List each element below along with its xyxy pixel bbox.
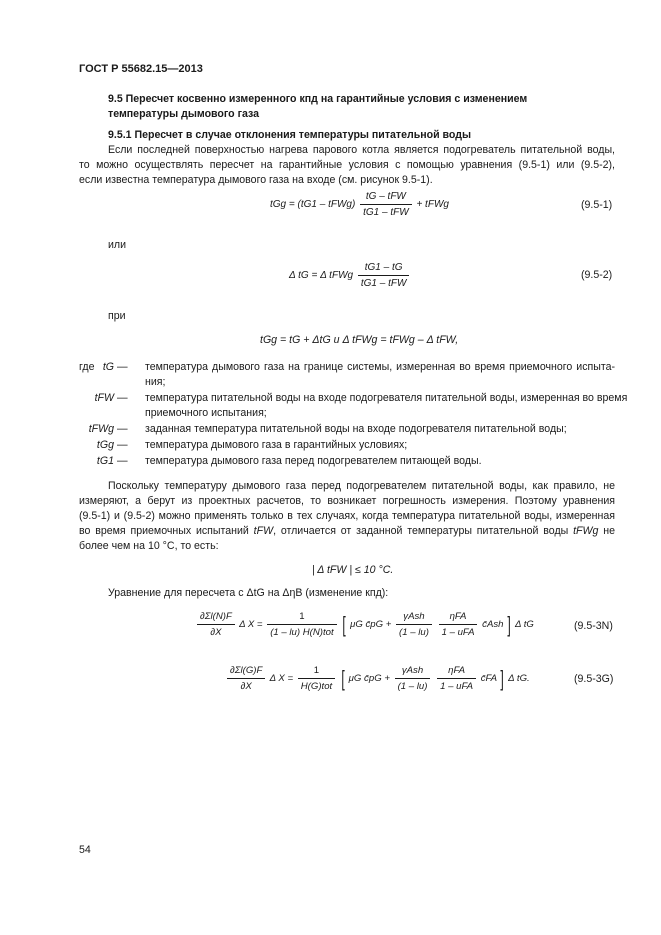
eq3g-tail: Δ tG. [508,673,530,685]
eq2-numerator: tG1 – tG [358,261,410,276]
equation-9-5-1-number: (9.5-1) [581,199,613,211]
eq1-fraction [360,190,412,219]
condition-formula: tGg = tG + ΔtG u Δ tFWg = tFWg – Δ tFW, [260,334,459,346]
equation-9-5-3G-number: (9.5-3G) [574,673,614,685]
def-text-tG-line1: температура дымового газа на границе системы, измеренная во время приемочного испыта- [145,361,615,373]
paragraph-2-line5: более чем на 10 °C, то есть: [79,540,219,552]
paragraph-2-symbol-tFWg: tFWg [573,525,599,537]
eq3g-coef-fraction [298,664,335,693]
paragraph-1-line2: то можно осуществлять пересчет на гарантийные условия с помощью уравнения (9.5-1) или (9.5-2), [79,159,615,171]
paragraph-2-line4-start: во время приемочных испытаний [79,525,249,537]
eq3g-lhs-num: ∂Σl(G)F [227,664,265,679]
eq3g-frac2-num: ηFA [437,664,476,679]
eq3n-frac1 [396,610,432,639]
def-symbol-tGg: tGg [96,439,114,451]
paragraph-2-line4 [79,524,615,539]
eq1-lhs: tGg = (tG1 – tFWg) [270,199,356,211]
page-number: 54 [79,844,91,856]
equation-9-5-2-number: (9.5-2) [581,269,613,281]
paragraph-2-line4-end: не [603,525,615,537]
eq2-lhs: Δ tG = Δ tFWg [289,270,354,282]
def-text-tFW-line2: приемочного испытания; [145,407,267,419]
eq3n-lhs-num: ∂Σl(N)F [197,610,235,625]
eq3g-coef-num: 1 [298,664,335,679]
eq3n-term2: c̄Ash [482,619,504,631]
eq3n-lhs-den: ∂X [210,627,222,638]
eq3n-coef-fraction [267,610,336,639]
abs-formula: | Δ tFW | ≤ 10 °C. [312,564,394,576]
eq1-denominator: tG1 – tFW [363,207,409,218]
eq3g-lhs-fraction [227,664,265,693]
paragraph-2-line1: Поскольку температуру дымового газа перед подогревателем питательной воды, как правило, не [108,480,615,492]
eq3g-right-bracket: ] [500,665,505,691]
def-symbol-tG1: tG1 [96,455,114,467]
word-or: или [108,239,127,251]
eq3g-dx: Δ X = [269,673,294,685]
eq3n-lhs-fraction [197,610,235,639]
def-dash: — [117,439,128,451]
equation-9-5-3N [195,610,534,639]
eq3g-left-bracket: [ [341,665,345,691]
def-dash: — [117,455,128,467]
word-where: где [79,361,95,373]
section-9-5-title-line2: температуры дымового газа [108,108,260,120]
def-dash: — [117,392,128,404]
def-symbol-tFWg: tFWg [88,423,114,435]
paragraph-2-line3: (9.5-1) и (9.5-2) можно применять только в тех случаях, когда температура питательной воды, измеренная [79,510,615,522]
equation-9-5-1 [270,190,449,219]
def-text-tG-line2: ния; [145,376,166,388]
eq3g-frac2-den: 1 – uFA [440,681,474,692]
paragraph-1-line1: Если последней поверхностью нагрева парового котла является подогреватель питательной воды, [108,144,615,156]
eq3n-frac2-num: ηFA [439,610,478,625]
paragraph-2-line4-mid: , отличается от заданной температуры питательной воды [273,525,569,537]
def-text-tFW-line1: температура питательной воды на входе подогревателя питательной воды, измеренная во время [145,392,628,404]
eq3n-coef-den: (1 – lu) H(N)tot [270,627,334,638]
equation-9-5-2 [289,261,411,290]
eq2-denominator: tG1 – tFW [360,278,407,289]
eq2-fraction [358,261,410,290]
eq3n-frac1-den: (1 – lu) [399,627,429,638]
eq3g-lhs-den: ∂X [240,681,252,692]
eq3g-frac1 [395,664,431,693]
def-text-tG1: температура дымового газа перед подогревателем питающей воды. [145,455,482,467]
eq3g-frac1-den: (1 – lu) [397,681,428,692]
eq3n-tail: Δ tG [514,619,534,631]
paragraph-2-symbol-tFW: tFW [253,525,274,537]
eq3n-left-bracket: [ [342,611,347,637]
eq3n-frac1-num: γAsh [396,610,432,625]
def-text-tFWg: заданная температура питательной воды на входе подогревателя питательной воды; [145,423,567,435]
eq3n-frac2 [439,610,478,639]
paragraph-1-line3: если известна температура дымового газа на входе (см. рисунок 9.5-1). [79,174,433,186]
equation-9-5-3G [225,664,530,693]
def-dash: — [117,361,128,373]
eq3n-term1: μG c̄pG + [350,619,392,631]
eq3n-right-bracket: ] [507,611,511,637]
eq3n-dx: Δ X = [239,619,263,631]
eq3g-frac1-num: γAsh [395,664,431,679]
section-9-5-1-title: 9.5.1 Пересчет в случае отклонения температуры питательной воды [108,129,472,141]
def-dash: — [117,423,128,435]
eq3g-frac2 [437,664,476,693]
eq1-tail: + tFWg [416,199,449,211]
eq3g-term2: c̄FA [480,673,497,685]
eq3n-frac2-den: 1 – uFA [441,627,475,638]
standard-header: ГОСТ Р 55682.15—2013 [79,63,203,75]
def-symbol-tFW: tFW [94,392,114,404]
eq3g-term1: μG c̄pG + [348,673,390,685]
eq3n-coef-num: 1 [267,610,336,625]
eq1-numerator: tG – tFW [360,190,412,205]
recalc-sentence: Уравнение для пересчета с ΔtG на ΔηB (изменение кпд): [108,587,389,599]
word-at: при [108,310,126,322]
equation-9-5-3N-number: (9.5-3N) [574,620,613,632]
eq3g-coef-den: H(G)tot [300,681,333,692]
def-text-tGg: температура дымового газа в гарантийных условиях; [145,439,408,451]
section-9-5-title-line1: 9.5 Пересчет косвенно измеренного кпд на гарантийные условия с изменением [108,93,528,105]
paragraph-2-line2: измеряют, а берут из проектных расчетов, то возникает погрешность измерения. Поэтому уравнения [79,495,615,507]
def-symbol-tG: tG [102,361,114,373]
